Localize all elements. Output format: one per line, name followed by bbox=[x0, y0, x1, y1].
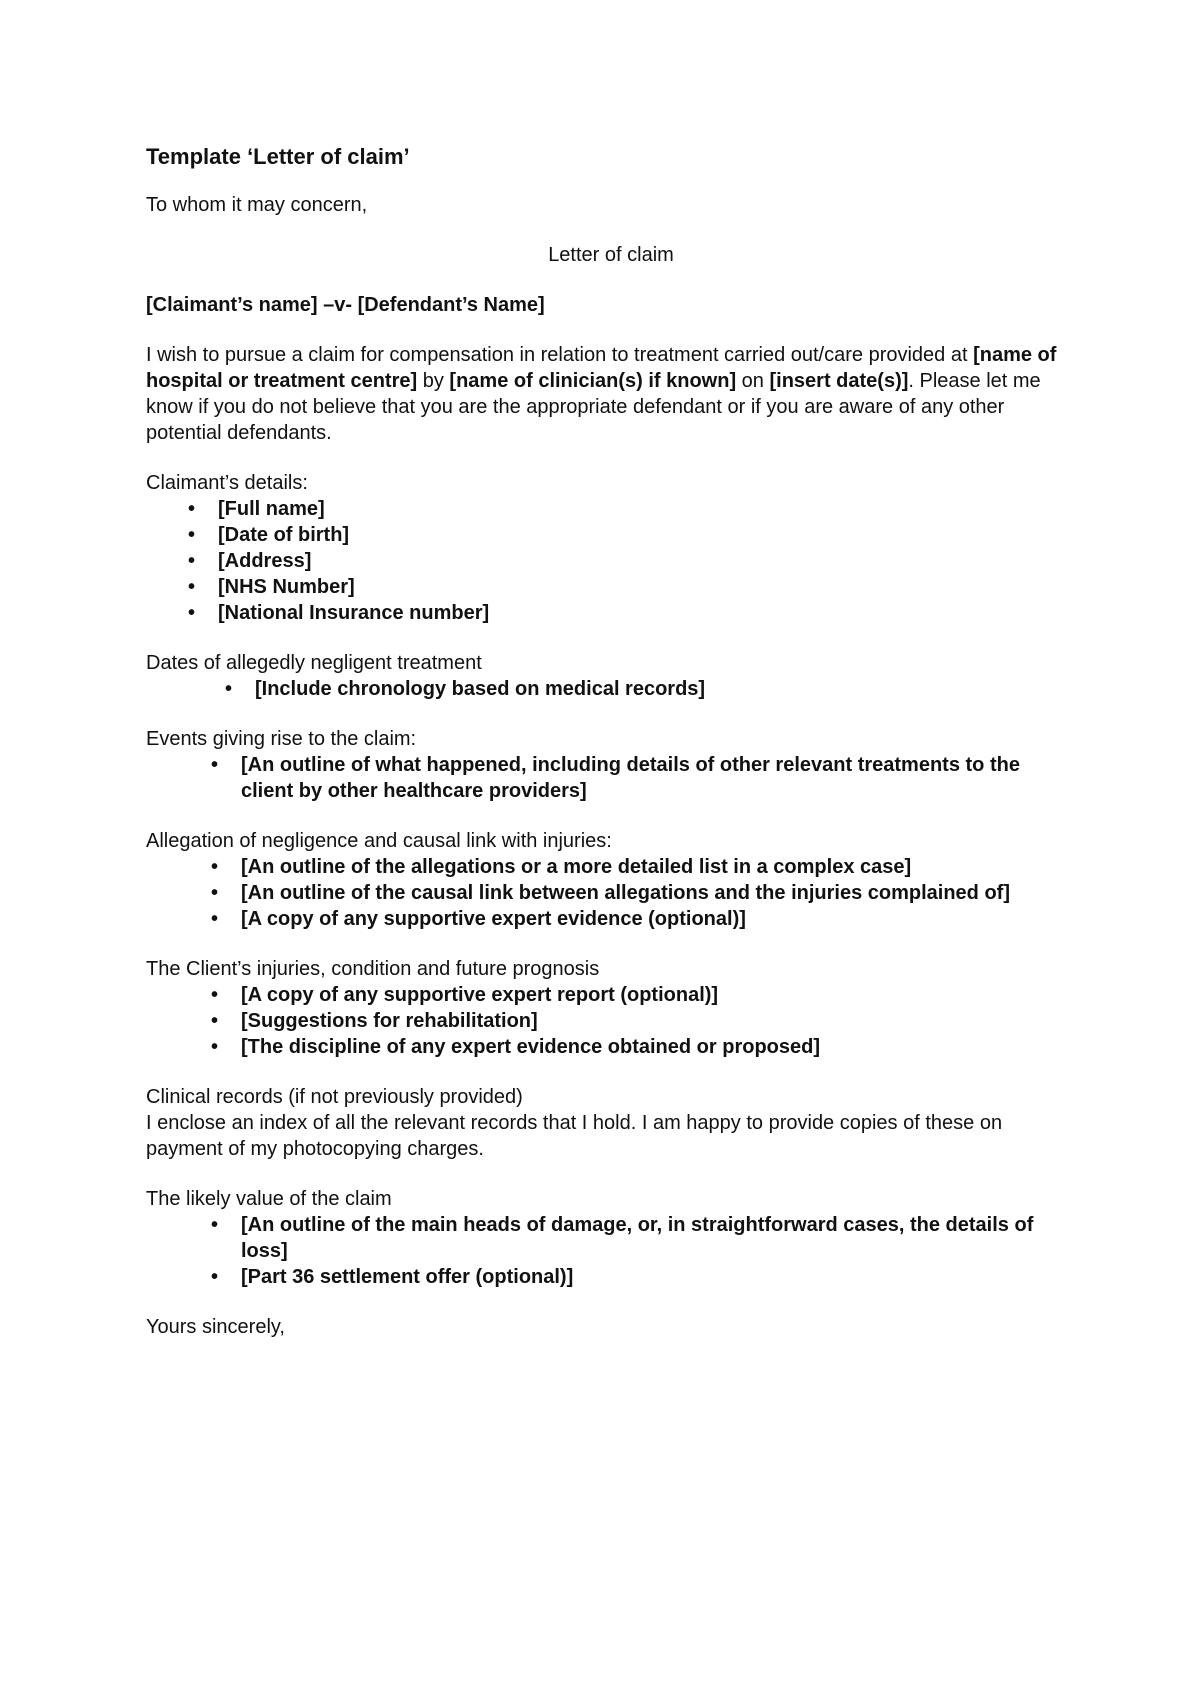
bullet-icon: • bbox=[188, 576, 196, 598]
records-paragraph: I enclose an index of all the relevant records that I hold. I am happy to provide copies of these on payment of my photocopying charges. bbox=[146, 1112, 1003, 1160]
letter-subject: Letter of claim bbox=[548, 244, 674, 266]
hospital-placeholder: [name of hospital or treatment centre] bbox=[146, 344, 1057, 392]
bullet-icon: • bbox=[211, 908, 219, 930]
intro-text-2: by bbox=[417, 370, 450, 392]
value-list bbox=[146, 1212, 1076, 1290]
injuries-heading: The Client’s injuries, condition and future prognosis bbox=[146, 958, 600, 980]
dates-heading: Dates of allegedly negligent treatment bbox=[146, 652, 482, 674]
list-item-text: [National Insurance number] bbox=[218, 602, 490, 624]
events-heading: Events giving rise to the claim: bbox=[146, 728, 417, 750]
bullet-icon: • bbox=[211, 754, 219, 776]
dates-list bbox=[146, 676, 1076, 702]
list-item bbox=[188, 600, 1076, 626]
list-item bbox=[211, 752, 1076, 804]
list-item bbox=[225, 676, 1076, 702]
list-item bbox=[211, 906, 1076, 932]
bullet-icon: • bbox=[211, 882, 219, 904]
events-list bbox=[146, 752, 1076, 804]
defendant-placeholder: [Defendant’s Name] bbox=[357, 294, 545, 316]
list-item bbox=[188, 496, 1076, 522]
list-item-text: [NHS Number] bbox=[218, 576, 355, 598]
list-item-text: [An outline of what happened, including details of other relevant treatments to the client by other healthcare providers] bbox=[241, 754, 1020, 802]
intro-text-3: on bbox=[736, 370, 770, 392]
bullet-icon: • bbox=[211, 984, 219, 1006]
bullet-icon: • bbox=[188, 550, 196, 572]
bullet-icon: • bbox=[211, 1266, 219, 1288]
list-item bbox=[211, 1264, 1076, 1290]
versus-text: –v- bbox=[317, 294, 358, 316]
list-item-text: [Date of birth] bbox=[218, 524, 350, 546]
intro-paragraph bbox=[146, 342, 1076, 446]
records-heading: Clinical records (if not previously provided) bbox=[146, 1086, 523, 1108]
list-item bbox=[211, 1212, 1076, 1264]
allegation-list bbox=[146, 854, 1076, 932]
list-item-text: [An outline of the allegations or a more detailed list in a complex case] bbox=[241, 856, 912, 878]
list-item-text: [An outline of the causal link between allegations and the injuries complained of] bbox=[241, 882, 1010, 904]
list-item-text: [A copy of any supportive expert evidence (optional)] bbox=[241, 908, 746, 930]
list-item bbox=[188, 522, 1076, 548]
list-item bbox=[211, 1034, 1076, 1060]
list-item bbox=[211, 880, 1076, 906]
bullet-icon: • bbox=[225, 678, 233, 700]
list-item-text: [Address] bbox=[218, 550, 312, 572]
claimant-details-heading: Claimant’s details: bbox=[146, 472, 308, 494]
injuries-list bbox=[146, 982, 1076, 1060]
letter-body bbox=[146, 144, 1076, 1364]
bullet-icon: • bbox=[188, 602, 196, 624]
intro-text-1: I wish to pursue a claim for compensation in relation to treatment carried out/care provided at bbox=[146, 344, 974, 366]
claimant-details-list bbox=[146, 496, 1076, 626]
bullet-icon: • bbox=[188, 498, 196, 520]
bullet-icon: • bbox=[211, 1036, 219, 1058]
value-heading: The likely value of the claim bbox=[146, 1188, 392, 1210]
list-item-text: [A copy of any supportive expert report (optional)] bbox=[241, 984, 719, 1006]
document-title: Template ‘Letter of claim’ bbox=[146, 144, 410, 169]
clinician-placeholder: [name of clinician(s) if known] bbox=[449, 370, 737, 392]
allegation-heading: Allegation of negligence and causal link with injuries: bbox=[146, 830, 612, 852]
claimant-placeholder: [Claimant’s name] bbox=[146, 294, 318, 316]
list-item bbox=[211, 1008, 1076, 1034]
list-item-text: [Include chronology based on medical records] bbox=[255, 678, 706, 700]
bullet-icon: • bbox=[211, 1214, 219, 1236]
list-item-text: [Suggestions for rehabilitation] bbox=[241, 1010, 538, 1032]
bullet-icon: • bbox=[188, 524, 196, 546]
bullet-icon: • bbox=[211, 1010, 219, 1032]
list-item-text: [An outline of the main heads of damage, or, in straightforward cases, the details of loss] bbox=[241, 1214, 1034, 1262]
list-item bbox=[188, 574, 1076, 600]
list-item-text: [The discipline of any expert evidence obtained or proposed] bbox=[241, 1036, 820, 1058]
closing: Yours sincerely, bbox=[146, 1316, 285, 1338]
list-item bbox=[211, 982, 1076, 1008]
salutation: To whom it may concern, bbox=[146, 194, 368, 216]
intro-text-4: . Please let me know if you do not believe that you are the appropriate defendant or if you are aware of any other potential defendants. bbox=[146, 370, 1041, 444]
bullet-icon: • bbox=[211, 856, 219, 878]
list-item bbox=[188, 548, 1076, 574]
list-item-text: [Full name] bbox=[218, 498, 325, 520]
list-item-text: [Part 36 settlement offer (optional)] bbox=[241, 1266, 574, 1288]
list-item bbox=[211, 854, 1076, 880]
date-placeholder: [insert date(s)] bbox=[769, 370, 909, 392]
parties-line bbox=[146, 292, 1076, 318]
